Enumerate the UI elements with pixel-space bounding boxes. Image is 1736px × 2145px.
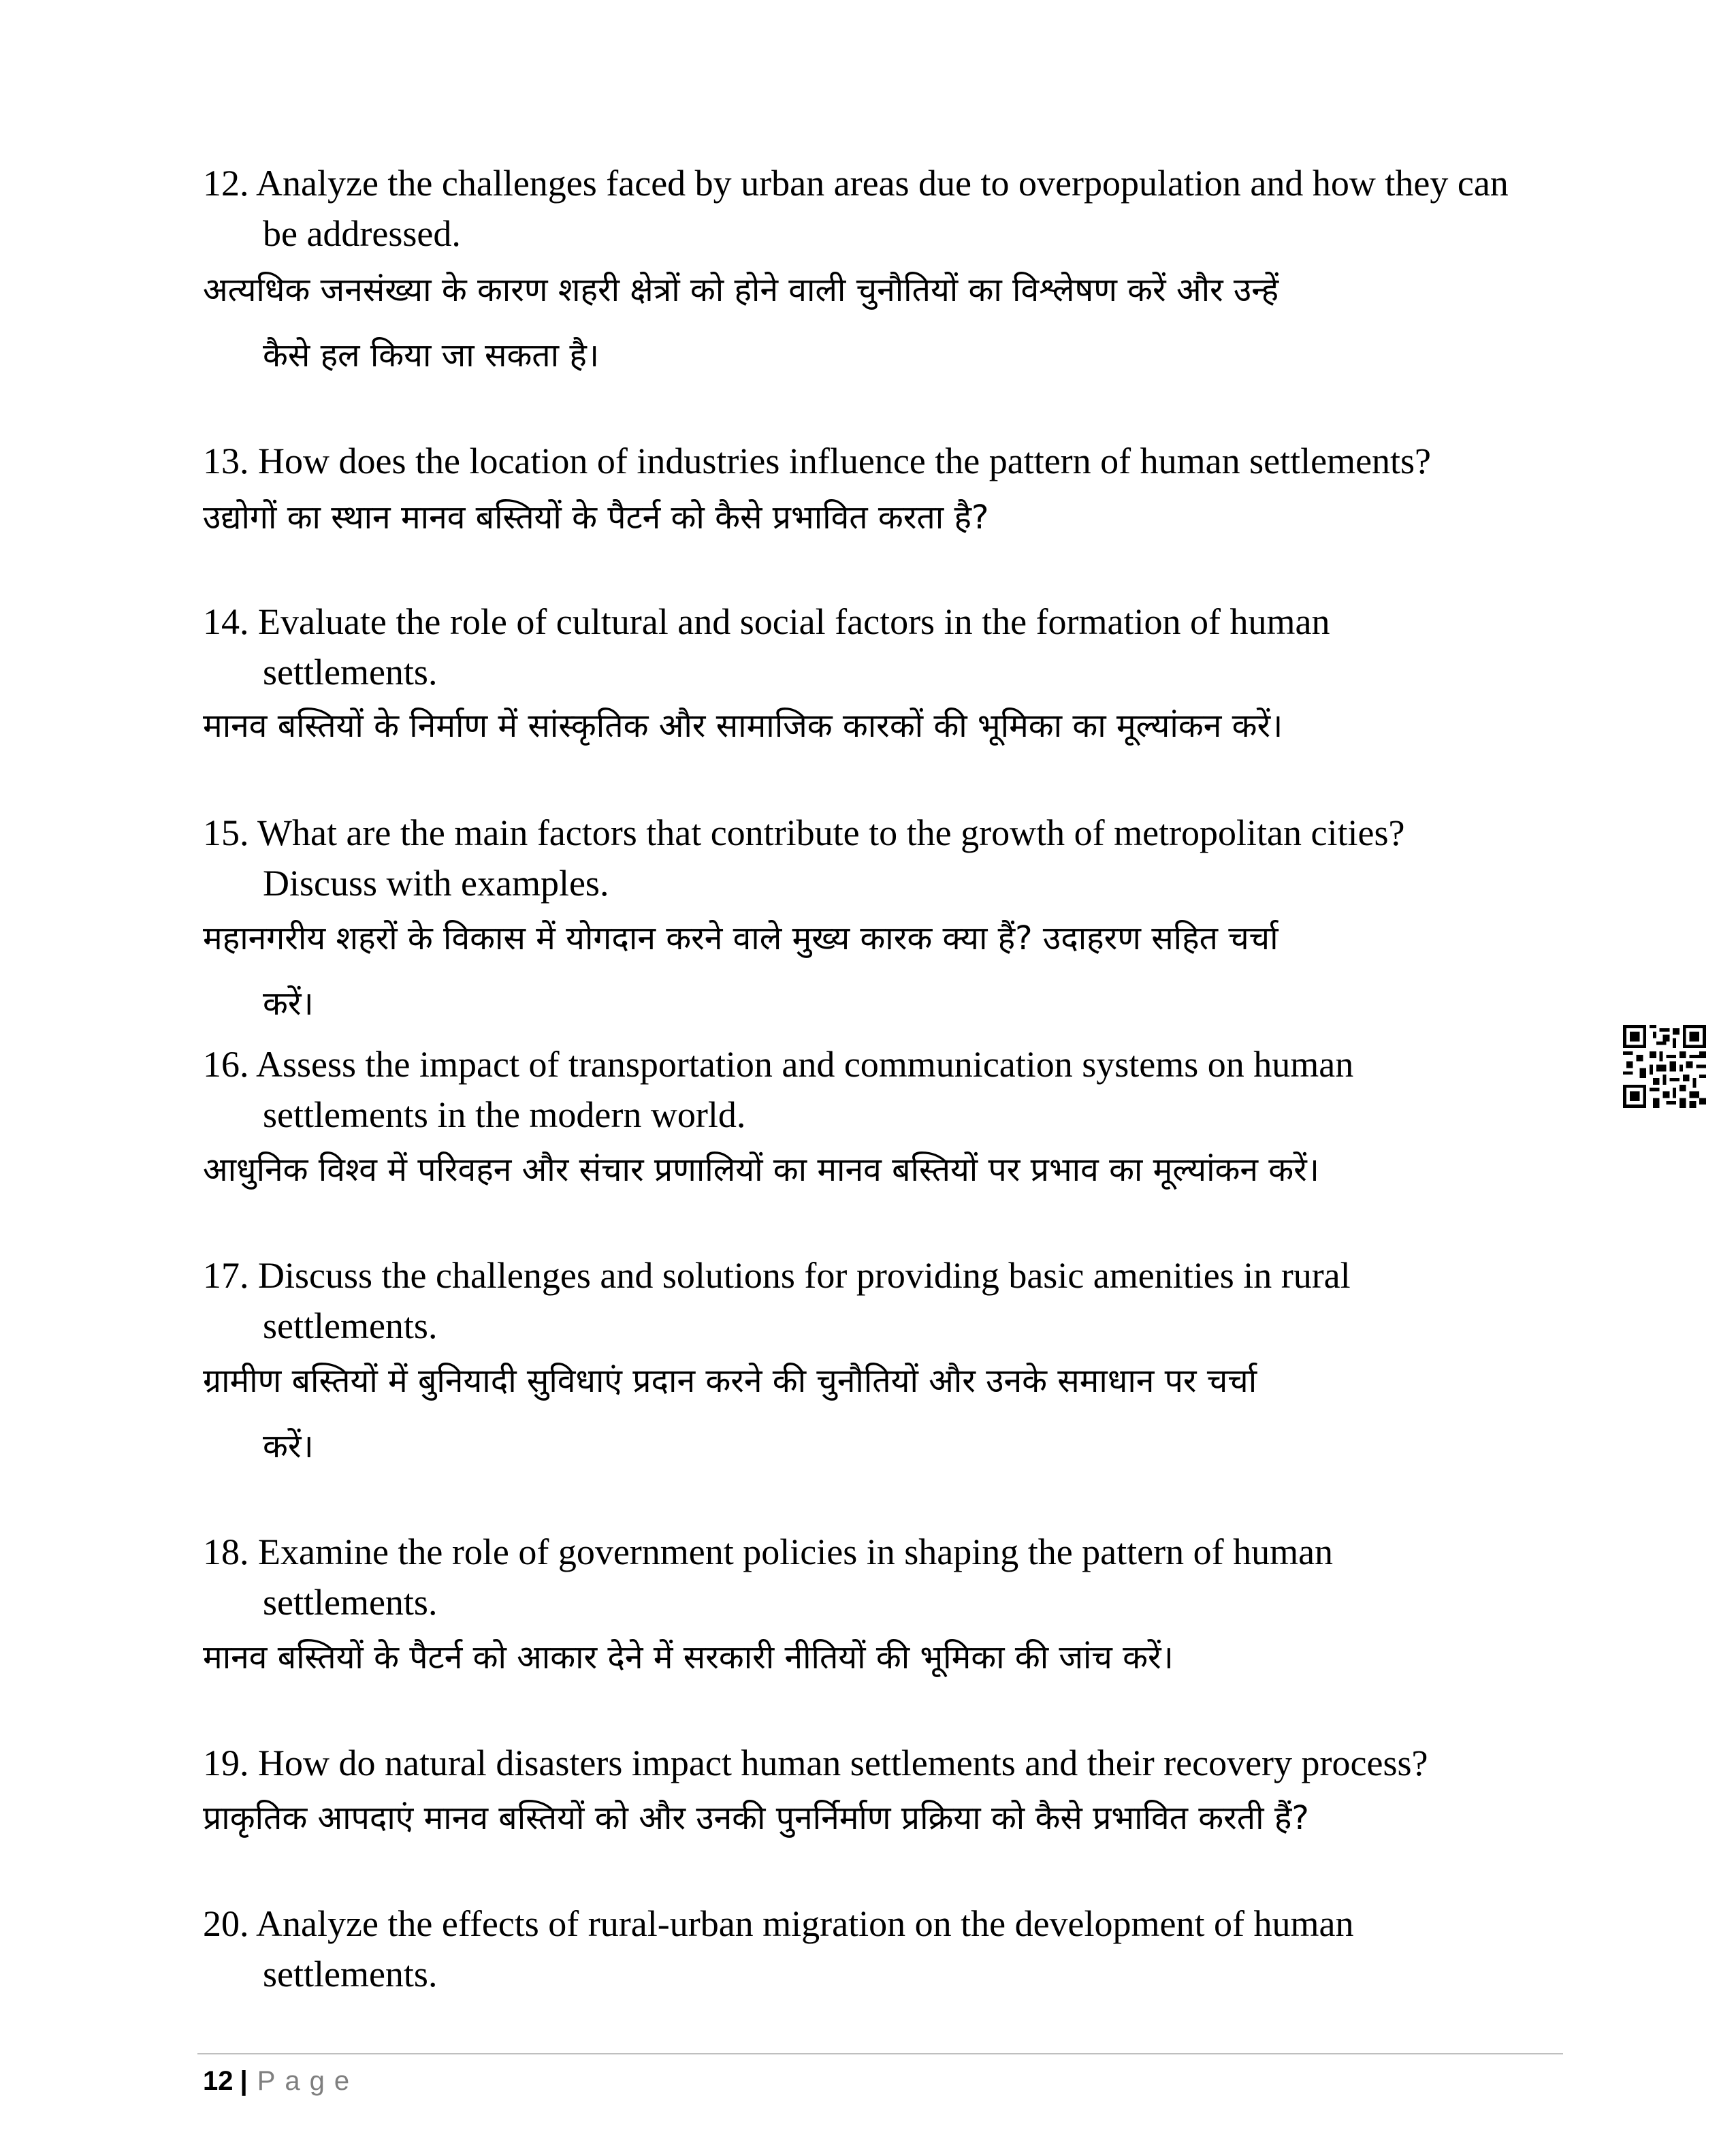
question-text-en: 19. How do natural disasters impact human settlements and their recovery process? [203, 1743, 1428, 1783]
question-text-en: 18. Examine the role of government policies in shaping the pattern of human [203, 1531, 1334, 1572]
question-text-hi-cont: करें। [263, 1427, 314, 1465]
question-text-en: 20. Analyze the effects of rural-urban migration on the development of human [203, 1903, 1354, 1944]
question-text-en-cont: settlements. [263, 1305, 438, 1346]
question-text-hi: प्राकृतिक आपदाएं मानव बस्तियों को और उनकी पुनर्निर्माण प्रक्रिया को कैसे प्रभावित करती हैं? [203, 1799, 1309, 1837]
question-text-en: 13. How does the location of industries influence the pattern of human settlements? [203, 441, 1432, 481]
footer-divider [197, 2053, 1563, 2054]
question-text-hi: महानगरीय शहरों के विकास में योगदान करने वाले मुख्य कारक क्या हैं? उदाहरण सहित चर्चा [203, 919, 1279, 957]
question-text-hi: मानव बस्तियों के पैटर्न को आकार देने में सरकारी नीतियों की भूमिका की जांच करें। [203, 1638, 1174, 1677]
question-text-hi: आधुनिक विश्व में परिवहन और संचार प्रणालियों का मानव बस्तियों पर प्रभाव का मूल्यांकन करें। [203, 1151, 1319, 1189]
question-text-en-cont: settlements in the modern world. [263, 1094, 746, 1135]
question-text-en-cont: settlements. [263, 652, 438, 693]
question-text-en: 15. What are the main factors that contribute to the growth of metropolitan cities? [203, 812, 1405, 853]
question-text-en: 14. Evaluate the role of cultural and social factors in the formation of human [203, 601, 1330, 642]
footer-separator: | [240, 2066, 248, 2096]
question-text-hi: उद्योगों का स्थान मानव बस्तियों के पैटर्न को कैसे प्रभावित करता है? [203, 498, 989, 537]
question-text-hi: ग्रामीण बस्तियों में बुनियादी सुविधाएं प्रदान करने की चुनौतियों और उनके समाधान पर चर्चा [203, 1362, 1257, 1400]
question-text-en: 12. Analyze the challenges faced by urban areas due to overpopulation and how they can [203, 163, 1509, 204]
question-text-hi-cont: कैसे हल किया जा सकता है। [263, 336, 600, 375]
page-label: Page [257, 2066, 359, 2096]
qr-code-icon [1623, 1025, 1706, 1108]
question-text-hi: अत्यधिक जनसंख्या के कारण शहरी क्षेत्रों को होने वाली चुनौतियों का विश्लेषण करें और उन्हें [203, 271, 1279, 309]
question-text-en-cont: settlements. [263, 1582, 438, 1623]
page-footer [203, 2063, 359, 2099]
question-text-en: 17. Discuss the challenges and solutions for providing basic amenities in rural [203, 1255, 1351, 1296]
question-text-hi: मानव बस्तियों के निर्माण में सांस्कृतिक और सामाजिक कारकों की भूमिका का मूल्यांकन करें। [203, 707, 1283, 745]
question-text-en-cont: settlements. [263, 1954, 438, 1995]
page-number: 12 [203, 2066, 234, 2096]
question-text-hi-cont: करें। [263, 985, 314, 1023]
question-text-en-cont: be addressed. [263, 213, 461, 254]
question-text-en-cont: Discuss with examples. [263, 863, 609, 904]
question-text-en: 16. Assess the impact of transportation and communication systems on human [203, 1044, 1354, 1085]
